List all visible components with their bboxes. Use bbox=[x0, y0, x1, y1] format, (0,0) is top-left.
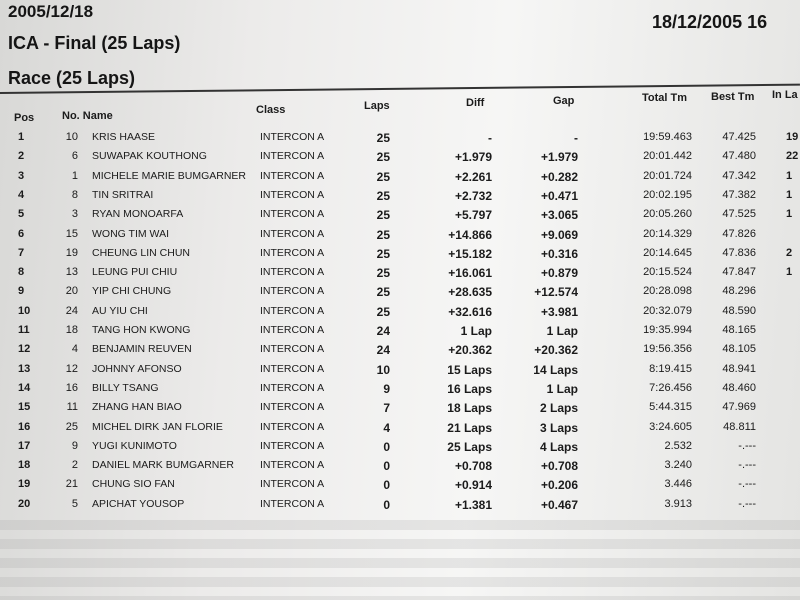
cell-no: 16 bbox=[65, 381, 78, 394]
cell-diff: +20.362 bbox=[448, 343, 492, 358]
cell-best: 48.165 bbox=[722, 324, 756, 336]
cell-no: 3 bbox=[71, 208, 78, 221]
race-title: Race (25 Laps) bbox=[8, 68, 136, 88]
cell-gap: +9.069 bbox=[540, 227, 578, 242]
column-header-best-time: Best Tm bbox=[711, 91, 755, 103]
cell-total: 3.446 bbox=[664, 478, 692, 491]
cell-laps: 25 bbox=[376, 227, 390, 242]
cell-no: 8 bbox=[71, 188, 78, 201]
cell-name: TIN SRITRAI bbox=[92, 188, 154, 201]
cell-diff: 18 Laps bbox=[447, 401, 492, 416]
column-header-laps: Laps bbox=[364, 100, 390, 112]
table-row bbox=[0, 324, 800, 343]
cell-laps: 25 bbox=[376, 131, 390, 145]
cell-pos: 5 bbox=[18, 208, 25, 221]
cell-best: 47.969 bbox=[722, 401, 756, 414]
cell-class: INTERCON A bbox=[260, 401, 325, 414]
cell-laps: 0 bbox=[383, 439, 390, 454]
cell-total: 19:59.463 bbox=[643, 131, 692, 143]
cell-diff: +0.914 bbox=[454, 478, 492, 493]
cell-name: TANG HON KWONG bbox=[92, 324, 191, 336]
cell-gap: 1 Lap bbox=[546, 381, 578, 396]
cell-best: 48.296 bbox=[722, 285, 756, 298]
cell-name: CHEUNG LIN CHUN bbox=[92, 246, 191, 259]
cell-name: AU YIU CHI bbox=[92, 304, 148, 317]
table-row bbox=[0, 150, 800, 169]
cell-laps: 24 bbox=[376, 324, 390, 338]
cell-name: BENJAMIN REUVEN bbox=[92, 343, 192, 356]
cell-total: 20:02.195 bbox=[643, 188, 692, 201]
cell-name: MICHELE MARIE BUMGARNER bbox=[92, 169, 247, 182]
cell-pos: 20 bbox=[18, 497, 31, 510]
table-row bbox=[0, 170, 800, 189]
cell-pos: 17 bbox=[18, 439, 31, 452]
cell-no: 24 bbox=[65, 304, 78, 317]
cell-diff: +28.635 bbox=[448, 285, 492, 300]
cell-best: 47.836 bbox=[722, 246, 756, 259]
date-right: 18/12/2005 16 bbox=[652, 12, 768, 32]
cell-class: INTERCON A bbox=[260, 227, 325, 240]
cell-gap: 4 Laps bbox=[539, 439, 578, 454]
cell-diff: +1.979 bbox=[454, 150, 492, 165]
table-row bbox=[0, 305, 800, 324]
cell-name: YUGI KUNIMOTO bbox=[92, 439, 177, 452]
cell-diff: +1.381 bbox=[454, 497, 492, 512]
cell-total: 3.240 bbox=[664, 459, 692, 472]
cell-best: 47.826 bbox=[722, 227, 756, 240]
cell-class: INTERCON A bbox=[260, 324, 325, 336]
cell-class: INTERCON A bbox=[260, 304, 325, 317]
cell-no: 6 bbox=[71, 150, 78, 163]
column-header-diff: Diff bbox=[466, 97, 485, 109]
cell-class: INTERCON A bbox=[260, 169, 325, 182]
cell-name: JOHNNY AFONSO bbox=[92, 362, 182, 375]
cell-total: 20:14.329 bbox=[643, 227, 692, 240]
cell-name: APICHAT YOUSOP bbox=[92, 497, 185, 510]
cell-class: INTERCON A bbox=[260, 208, 325, 221]
cell-pos: 7 bbox=[18, 246, 25, 259]
cell-class: INTERCON A bbox=[260, 188, 325, 201]
cell-gap: +3.981 bbox=[540, 304, 578, 319]
cell-pos: 16 bbox=[18, 420, 31, 433]
cell-no: 12 bbox=[65, 362, 78, 375]
cell-laps: 9 bbox=[383, 381, 390, 396]
cell-total: 19:35.994 bbox=[643, 324, 692, 336]
table-row bbox=[0, 131, 800, 150]
table-row bbox=[0, 189, 800, 208]
cell-class: INTERCON A bbox=[260, 131, 325, 143]
cell-laps: 25 bbox=[376, 150, 390, 165]
cell-laps: 25 bbox=[376, 266, 390, 281]
cell-pos: 4 bbox=[18, 188, 25, 201]
cell-diff: 15 Laps bbox=[447, 362, 492, 377]
cell-gap: +0.282 bbox=[540, 169, 578, 184]
cell-laps: 25 bbox=[376, 169, 390, 184]
cell-name: BILLY TSANG bbox=[92, 381, 159, 394]
cell-no: 11 bbox=[66, 401, 78, 414]
cell-class: INTERCON A bbox=[260, 246, 325, 259]
cell-total: 20:01.442 bbox=[643, 150, 692, 163]
cell-inlap: 1 bbox=[786, 169, 793, 182]
cell-best: 48.811 bbox=[723, 420, 756, 433]
cell-best: -.--- bbox=[738, 439, 756, 452]
cell-best: 47.382 bbox=[722, 188, 756, 201]
cell-gap: +0.206 bbox=[540, 478, 578, 493]
cell-class: INTERCON A bbox=[260, 478, 325, 491]
cell-laps: 4 bbox=[383, 420, 390, 435]
cell-total: 20:01.724 bbox=[643, 169, 692, 182]
cell-pos: 11 bbox=[18, 324, 30, 336]
cell-no: 25 bbox=[65, 420, 78, 433]
cell-name: ZHANG HAN BIAO bbox=[92, 401, 182, 414]
cell-pos: 15 bbox=[18, 401, 31, 414]
cell-best: -.--- bbox=[738, 459, 756, 472]
table-row bbox=[0, 440, 800, 459]
cell-best: 48.590 bbox=[722, 304, 756, 317]
table-row bbox=[0, 343, 800, 362]
faded-print-area bbox=[0, 520, 800, 600]
cell-name: LEUNG PUI CHIU bbox=[92, 266, 178, 279]
cell-best: 47.342 bbox=[722, 169, 756, 182]
column-header-no-name: No. Name bbox=[62, 110, 113, 122]
cell-gap: +3.065 bbox=[540, 208, 578, 223]
cell-inlap: 1 bbox=[786, 208, 793, 221]
cell-laps: 25 bbox=[376, 246, 390, 261]
cell-class: INTERCON A bbox=[260, 362, 325, 375]
cell-pos: 1 bbox=[18, 131, 25, 143]
cell-no: 10 bbox=[65, 131, 78, 143]
cell-inlap: 1 bbox=[786, 266, 793, 279]
cell-gap: 1 Lap bbox=[546, 324, 578, 338]
cell-diff: +14.866 bbox=[448, 227, 492, 242]
cell-laps: 0 bbox=[383, 497, 390, 512]
cell-class: INTERCON A bbox=[260, 150, 325, 163]
cell-laps: 10 bbox=[376, 362, 390, 377]
cell-total: 8:19.415 bbox=[649, 362, 692, 375]
cell-class: INTERCON A bbox=[260, 439, 325, 452]
cell-pos: 13 bbox=[18, 362, 31, 375]
cell-gap: +20.362 bbox=[534, 343, 578, 358]
cell-pos: 19 bbox=[18, 478, 31, 491]
cell-gap: - bbox=[574, 131, 578, 145]
cell-best: 47.425 bbox=[722, 131, 756, 143]
cell-diff: 16 Laps bbox=[447, 381, 492, 396]
cell-pos: 14 bbox=[18, 381, 31, 394]
cell-total: 7:26.456 bbox=[649, 381, 692, 394]
cell-no: 1 bbox=[71, 169, 78, 182]
column-header-class: Class bbox=[256, 104, 286, 116]
cell-name: MICHEL DIRK JAN FLORIE bbox=[92, 420, 223, 433]
cell-class: INTERCON A bbox=[260, 459, 325, 472]
cell-class: INTERCON A bbox=[260, 285, 325, 298]
cell-pos: 6 bbox=[18, 227, 25, 240]
cell-no: 21 bbox=[65, 478, 78, 491]
cell-pos: 8 bbox=[18, 266, 25, 279]
cell-diff: 21 Laps bbox=[447, 420, 492, 435]
table-row bbox=[0, 285, 800, 304]
cell-laps: 25 bbox=[376, 188, 390, 203]
table-row bbox=[0, 228, 800, 247]
cell-pos: 9 bbox=[18, 285, 25, 298]
cell-laps: 0 bbox=[383, 478, 390, 493]
cell-inlap: 22 bbox=[786, 150, 799, 163]
cell-best: 47.847 bbox=[722, 266, 756, 279]
cell-no: 13 bbox=[65, 266, 78, 279]
date-left: 2005/12/18 bbox=[8, 2, 94, 21]
column-header-in-lap: In La bbox=[772, 89, 798, 101]
cell-total: 20:28.098 bbox=[643, 285, 692, 298]
cell-gap: +0.467 bbox=[540, 497, 578, 512]
cell-no: 15 bbox=[65, 227, 78, 240]
cell-total: 20:15.524 bbox=[643, 266, 692, 279]
cell-diff: - bbox=[488, 131, 492, 145]
cell-gap: 2 Laps bbox=[539, 401, 578, 416]
column-header-gap: Gap bbox=[553, 95, 575, 107]
cell-laps: 25 bbox=[376, 285, 390, 300]
cell-diff: 25 Laps bbox=[447, 439, 492, 454]
table-row bbox=[0, 247, 800, 266]
cell-gap: +0.316 bbox=[540, 246, 578, 261]
table-row bbox=[0, 363, 800, 382]
cell-total: 2.532 bbox=[664, 439, 692, 452]
cell-name: SUWAPAK KOUTHONG bbox=[92, 150, 207, 163]
cell-best: -.--- bbox=[738, 497, 756, 510]
column-header-pos: Pos bbox=[14, 112, 35, 124]
cell-gap: +0.471 bbox=[540, 188, 578, 203]
cell-name: CHUNG SIO FAN bbox=[92, 478, 175, 491]
cell-laps: 24 bbox=[376, 343, 390, 358]
cell-pos: 18 bbox=[18, 459, 31, 472]
cell-gap: +0.879 bbox=[540, 266, 578, 281]
cell-no: 20 bbox=[65, 285, 78, 298]
cell-laps: 25 bbox=[376, 208, 390, 223]
table-row bbox=[0, 459, 800, 478]
cell-diff: +32.616 bbox=[448, 304, 492, 319]
cell-total: 20:32.079 bbox=[643, 304, 692, 317]
cell-inlap: 1 bbox=[786, 188, 793, 201]
cell-pos: 10 bbox=[18, 304, 31, 317]
cell-inlap: 2 bbox=[786, 246, 793, 259]
cell-total: 20:14.645 bbox=[643, 246, 692, 259]
cell-total: 5:44.315 bbox=[649, 401, 692, 414]
cell-pos: 3 bbox=[18, 169, 25, 182]
cell-no: 18 bbox=[65, 324, 78, 336]
table-row bbox=[0, 498, 800, 517]
cell-best: 48.105 bbox=[722, 343, 756, 356]
cell-inlap: 19 bbox=[786, 131, 799, 143]
cell-diff: 1 Lap bbox=[460, 324, 492, 338]
cell-no: 5 bbox=[71, 497, 78, 510]
cell-no: 9 bbox=[71, 439, 78, 452]
cell-total: 20:05.260 bbox=[643, 208, 692, 221]
cell-best: -.--- bbox=[738, 478, 756, 491]
cell-gap: +12.574 bbox=[534, 285, 578, 300]
table-row bbox=[0, 401, 800, 420]
cell-diff: +5.797 bbox=[454, 208, 492, 223]
cell-total: 19:56.356 bbox=[643, 343, 692, 356]
cell-total: 3.913 bbox=[664, 497, 692, 510]
cell-best: 47.480 bbox=[722, 150, 756, 163]
column-header-total-time: Total Tm bbox=[642, 92, 688, 104]
cell-class: INTERCON A bbox=[260, 343, 325, 356]
cell-name: WONG TIM WAI bbox=[92, 227, 169, 240]
cell-class: INTERCON A bbox=[260, 266, 325, 279]
cell-no: 19 bbox=[65, 246, 78, 259]
cell-no: 4 bbox=[71, 343, 78, 356]
cell-class: INTERCON A bbox=[260, 497, 325, 510]
cell-gap: 14 Laps bbox=[533, 362, 578, 377]
table-row bbox=[0, 478, 800, 497]
cell-diff: +15.182 bbox=[448, 246, 492, 261]
cell-class: INTERCON A bbox=[260, 420, 325, 433]
cell-gap: +0.708 bbox=[540, 459, 578, 474]
cell-total: 3:24.605 bbox=[649, 420, 692, 433]
cell-laps: 25 bbox=[376, 304, 390, 319]
event-title: ICA - Final (25 Laps) bbox=[8, 33, 181, 53]
cell-best: 48.460 bbox=[722, 381, 756, 394]
table-row bbox=[0, 266, 800, 285]
cell-laps: 0 bbox=[383, 459, 390, 474]
table-row bbox=[0, 382, 800, 401]
cell-name: KRIS HAASE bbox=[92, 131, 156, 143]
cell-diff: +0.708 bbox=[454, 459, 492, 474]
cell-no: 2 bbox=[71, 459, 78, 472]
cell-diff: +2.261 bbox=[454, 169, 492, 184]
cell-name: RYAN MONOARFA bbox=[92, 208, 184, 221]
cell-best: 47.525 bbox=[722, 208, 756, 221]
cell-gap: 3 Laps bbox=[539, 420, 578, 435]
cell-diff: +16.061 bbox=[448, 266, 492, 281]
cell-pos: 2 bbox=[18, 150, 25, 163]
cell-gap: +1.979 bbox=[540, 150, 578, 165]
table-row bbox=[0, 421, 800, 440]
cell-pos: 12 bbox=[18, 343, 31, 356]
cell-best: 48.941 bbox=[722, 362, 756, 375]
cell-name: DANIEL MARK BUMGARNER bbox=[92, 459, 234, 472]
cell-class: INTERCON A bbox=[260, 381, 325, 394]
cell-name: YIP CHI CHUNG bbox=[92, 285, 172, 298]
table-row bbox=[0, 208, 800, 227]
cell-diff: +2.732 bbox=[454, 188, 492, 203]
cell-laps: 7 bbox=[383, 401, 390, 416]
